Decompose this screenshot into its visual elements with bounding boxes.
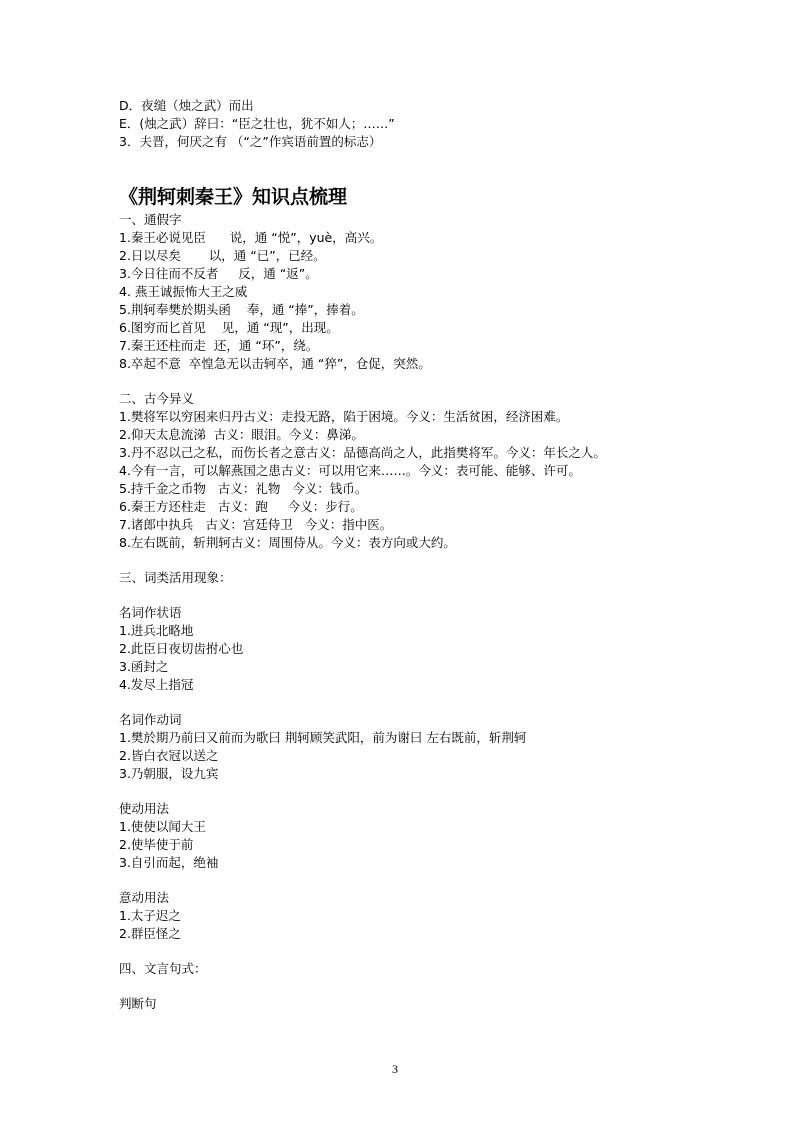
- group-heading: 名词作状语: [119, 605, 182, 620]
- list-item: 2.日以尽矣 以，通 “已”，已经。: [119, 248, 326, 263]
- list-item: 2.仰天太息流涕 古义：眼泪。今义：鼻涕。: [119, 427, 364, 442]
- section-heading: 三、词类活用现象：: [119, 570, 232, 585]
- intro-line: 3．夫晋，何厌之有 （“之”作宾语前置的标志）: [119, 134, 382, 149]
- list-item: 3.函封之: [119, 659, 169, 674]
- list-item: 6.秦王方还柱走 古义：跑 今义：步行。: [119, 499, 363, 514]
- list-item: 3.乃朝服，设九宾: [119, 766, 219, 781]
- list-item: 2.皆白衣冠以送之: [119, 748, 219, 763]
- section-heading: 二、古今异义: [119, 391, 195, 406]
- section-title: 《荆轲刺秦王》知识点梳理: [119, 186, 348, 208]
- list-item: 1.进兵北略地: [119, 623, 194, 638]
- section-heading: 一、通假字: [119, 212, 182, 227]
- list-item: 2.此臣日夜切齿拊心也: [119, 641, 244, 656]
- list-item: 6.图穷而匕首见 见，通 “现”，出现。: [119, 320, 339, 335]
- list-item: 1.樊於期乃前曰又前而为歌曰 荆轲顾笑武阳，前为谢曰 左右既前，斩荆轲: [119, 730, 527, 745]
- group-heading: 使动用法: [119, 801, 170, 816]
- list-item: 5.荆轲奉樊於期头函 奉，通 “捧”，捧着。: [119, 302, 364, 317]
- intro-line: D．夜缒（烛之武）而出: [119, 98, 254, 113]
- list-item: 1.樊将军以穷困来归丹古义：走投无路，陷于困境。今义：生活贫困，经济困难。: [119, 409, 569, 424]
- list-item: 2.使毕使于前: [119, 837, 194, 852]
- list-item: 1.秦王必说见臣 说，通 “悦”，yuè，高兴。: [119, 230, 383, 245]
- list-item: 4.发尽上指冠: [119, 677, 194, 692]
- list-item: 4.今有一言，可以解燕国之患古义：可以用它来……。今义：表可能、能够、许可。: [119, 463, 581, 478]
- list-item: 1.太子迟之: [119, 908, 181, 923]
- list-item: 7.秦王还柱而走 还，通 “环”，绕。: [119, 338, 319, 353]
- list-item: 8.卒起不意 卒惶急无以击轲卒，通 “猝”，仓促，突然。: [119, 356, 431, 371]
- intro-line: E．(烛之武）辞曰：“臣之壮也，犹不如人；……”: [119, 116, 395, 131]
- list-item: 2.群臣怪之: [119, 926, 181, 941]
- section-heading: 四、文言句式：: [119, 961, 207, 976]
- list-item: 3.今日往而不反者 反，通 “返”。: [119, 266, 318, 281]
- group-heading: 名词作动词: [119, 712, 182, 727]
- group-heading: 判断句: [119, 996, 157, 1011]
- list-item: 5.持千金之币物 古义：礼物 今义：钱币。: [119, 481, 368, 496]
- list-item: 1.使使以闻大王: [119, 819, 206, 834]
- list-item: 8.左右既前，斩荆轲古义：周围侍从。今义：表方向或大约。: [119, 535, 456, 550]
- list-item: 3.丹不忍以己之私，而伤长者之意古义：品德高尚之人，此指樊将军。今义：年长之人。: [119, 445, 606, 460]
- page-number: 3: [392, 1062, 398, 1076]
- list-item: 3.自引而起，绝袖: [119, 855, 219, 870]
- group-heading: 意动用法: [119, 890, 170, 905]
- list-item: 7.诸郎中执兵 古义：宫廷侍卫 今义：指中医。: [119, 517, 393, 532]
- list-item: 4. 燕王诚振怖大王之威: [119, 284, 248, 299]
